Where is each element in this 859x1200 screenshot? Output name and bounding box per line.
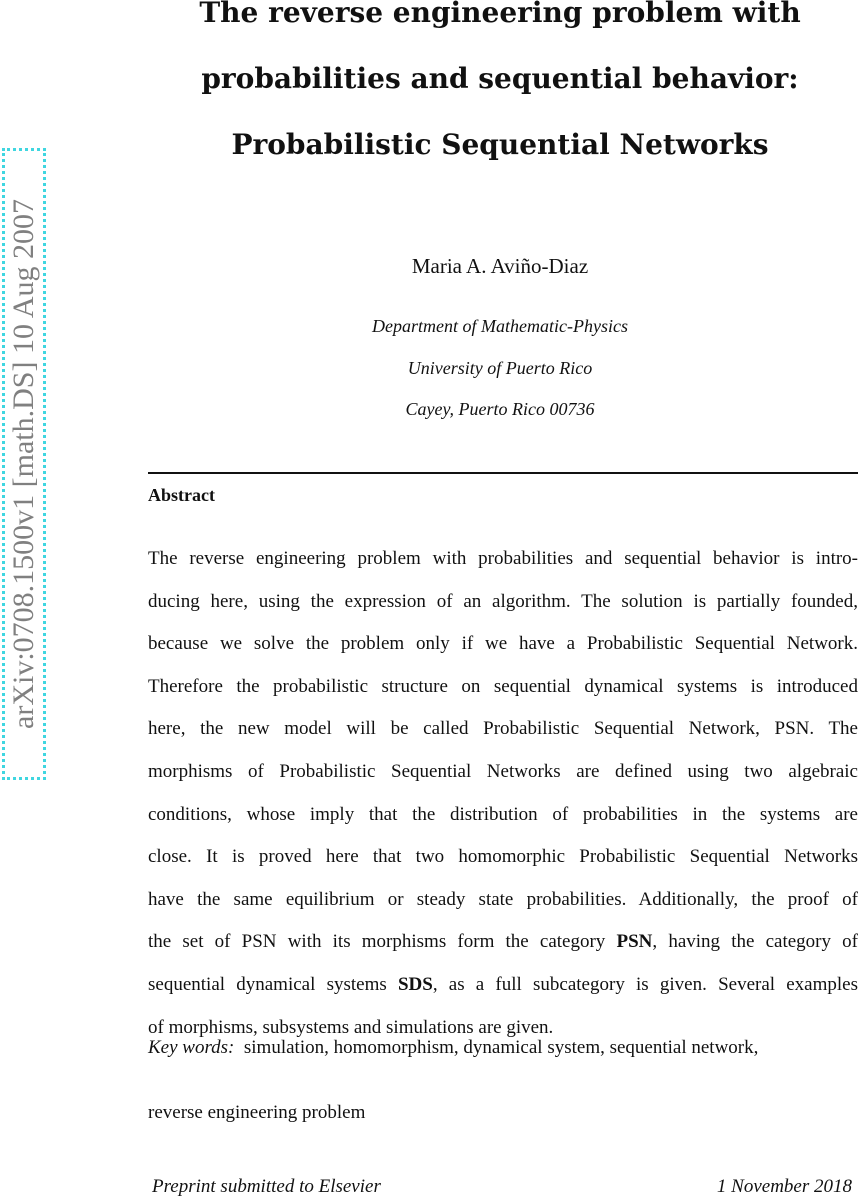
- affiliation-university: University of Puerto Rico: [407, 358, 593, 378]
- abstract-line: here, the new model will be called Probabilistic Sequential Network, PSN. The: [148, 718, 858, 740]
- author: Maria A. Aviño-Diaz: [411, 254, 589, 278]
- keywords-text: simulation, homomorphism, dynamical system, sequential network,: [243, 1037, 759, 1058]
- title-line: probabilities and sequential behavior:: [201, 62, 799, 95]
- keywords-text: reverse engineering problem: [148, 1102, 366, 1123]
- footer-date: 1 November 2018: [716, 1176, 852, 1197]
- title-line: The reverse engineering problem with: [199, 0, 801, 29]
- abstract-line: have the same equilibrium or steady state probabilities. Additionally, the proof of: [148, 888, 858, 910]
- text: , as a full subcategory is given. Several examples: [432, 973, 858, 995]
- arxiv-id: arXiv:0708.1500v1 [math.DS] 10 Aug 2007: [7, 199, 40, 729]
- arxiv-stamp: [2, 148, 46, 780]
- abstract-line: [148, 927, 858, 970]
- keywords: [148, 1033, 858, 1128]
- text: the set of PSN with its morphisms form the category: [148, 931, 617, 953]
- abstract-line: close. It is proved here that two homomorphic Probabilistic Sequential Networks: [148, 846, 858, 868]
- abstract-line: ducing here, using the expression of an algorithm. The solution is partially founded,: [148, 590, 858, 612]
- keywords-label: Key words:: [148, 1037, 235, 1058]
- title-line: Probabilistic Sequential Networks: [231, 128, 769, 161]
- text: sequential dynamical systems: [148, 973, 398, 995]
- abstract-line: morphisms of Probabilistic Sequential Networks are defined using two algebraic: [148, 760, 858, 782]
- abstract-line: The reverse engineering problem with probabilities and sequential behavior is intro-: [148, 548, 858, 569]
- divider: [148, 472, 858, 474]
- category-sds: SDS: [397, 973, 433, 995]
- abstract-line: conditions, whose imply that the distribution of probabilities in the systems are: [148, 803, 858, 825]
- abstract-line: of morphisms, subsystems and simulations are given.: [148, 1016, 554, 1038]
- abstract-line: because we solve the problem only if we have a Probabilistic Sequential Network.: [148, 633, 858, 655]
- affiliation-department: Department of Mathematic-Physics: [372, 316, 628, 336]
- abstract-heading: Abstract: [148, 485, 215, 505]
- abstract-line: [148, 970, 858, 1013]
- abstract-line: Therefore the probabilistic structure on sequential dynamical systems is introduced: [148, 675, 858, 697]
- category-psn: PSN: [616, 931, 653, 953]
- footer: [152, 1176, 852, 1198]
- paper-title: [140, 0, 859, 178]
- abstract-body: [148, 544, 858, 1055]
- preprint-note: Preprint submitted to Elsevier: [152, 1176, 381, 1197]
- affiliation-address: Cayey, Puerto Rico 00736: [405, 399, 595, 419]
- text: , having the category of: [652, 931, 859, 953]
